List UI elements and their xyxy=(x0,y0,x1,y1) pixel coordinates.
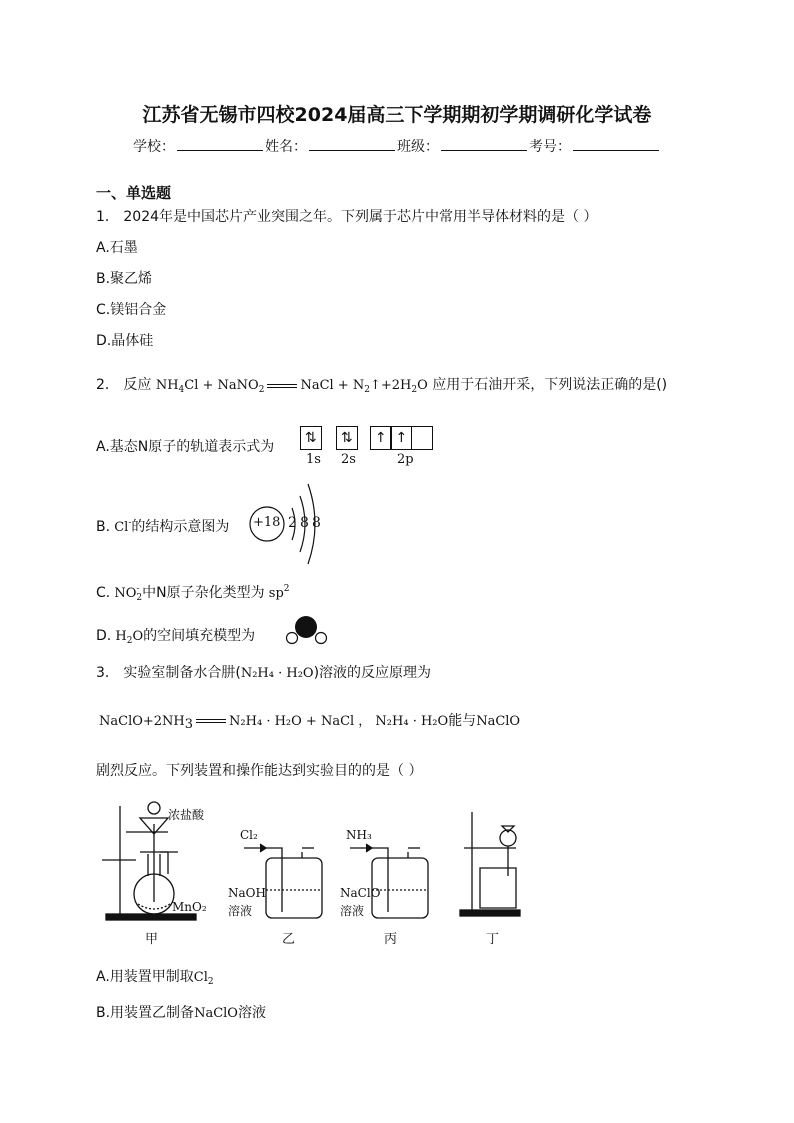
solution-naoh: NaOH xyxy=(228,886,266,900)
orbital-box-2p: ↑ xyxy=(370,426,392,450)
q3-option-a[interactable] xyxy=(96,966,214,987)
option-text: 的空间填充模型为 xyxy=(143,628,256,644)
eq-sub: 2 xyxy=(258,385,265,395)
shell-1-electrons: 2 xyxy=(288,515,297,531)
subscript: 2 xyxy=(207,977,214,987)
orbital-box-1s: ⇅ xyxy=(300,426,322,450)
ion-charge: - xyxy=(128,518,132,528)
orbital-box-2p xyxy=(411,426,433,450)
reagent-mno2: MnO₂ xyxy=(172,900,207,914)
orbital-label-2s: 2s xyxy=(341,452,356,467)
name-label: 姓名： xyxy=(265,139,307,155)
ion-formula xyxy=(110,520,131,535)
question-number: 2． xyxy=(96,377,119,393)
hybrid-sup: 2 xyxy=(283,584,290,594)
q1-option-b[interactable]: B.聚乙烯 xyxy=(96,271,153,287)
question-suffix: 应用于石油开采，下列说法正确的是() xyxy=(432,377,668,393)
school-blank[interactable] xyxy=(177,138,263,151)
subscript: 2 xyxy=(126,636,133,646)
reagent-conc-hcl: 浓盐酸 xyxy=(168,808,205,822)
apparatus-yi-label: 乙 xyxy=(282,932,296,947)
formula-part: Cl xyxy=(193,970,208,985)
q1-option-d[interactable]: D.晶体硅 xyxy=(96,333,154,349)
student-info-line xyxy=(0,136,794,156)
question-number: 1． xyxy=(96,209,119,225)
q2-option-c[interactable] xyxy=(96,582,290,603)
eq-sub: 4 xyxy=(178,385,185,395)
charge: - xyxy=(136,583,140,594)
name-blank[interactable] xyxy=(309,138,395,151)
shell-2-electrons: 8 xyxy=(300,515,309,531)
ion-symbol: Cl xyxy=(114,520,129,535)
orbital-box-2s: ⇅ xyxy=(336,426,358,450)
option-letter: C. xyxy=(96,585,111,601)
equals-sign xyxy=(196,719,226,723)
equals-sign xyxy=(267,384,297,388)
question-1 xyxy=(96,206,597,226)
gas-nh3: NH₃ xyxy=(346,828,372,842)
q3-stem-c: 剧烈反应。下列装置和操作能达到实验目的的是（ ） xyxy=(96,763,423,779)
eq-part: NaClO+2NH xyxy=(99,714,185,729)
class-label: 班级： xyxy=(397,139,439,155)
hybrid-symbol: sp xyxy=(268,586,284,601)
question-prefix: 反应 xyxy=(123,377,152,393)
eq-tail: 能与 xyxy=(448,713,477,729)
option-text: 的结构示意图为 xyxy=(131,519,230,535)
exam-no-blank[interactable] xyxy=(573,138,659,151)
eq-part: Cl + NaNO xyxy=(184,378,259,393)
apparatus-bing-label: 丙 xyxy=(384,932,398,947)
option-text: B.用装置乙制备 xyxy=(96,1005,195,1021)
formula: NaClO xyxy=(194,1006,238,1021)
question-number: 3． xyxy=(96,665,119,681)
option-text: 溶液 xyxy=(237,1005,266,1021)
solution-naclo: NaClO xyxy=(340,886,381,900)
option-letter: B. xyxy=(96,519,111,535)
q2-option-d[interactable] xyxy=(96,625,255,646)
school-label: 学校： xyxy=(133,139,175,155)
q1-option-c[interactable]: C.镁铝合金 xyxy=(96,302,167,318)
eq-sub: 2 xyxy=(364,385,370,395)
q2-option-b[interactable] xyxy=(96,516,229,536)
apparatus-ding-label: 丁 xyxy=(486,932,500,947)
subscript: 2 xyxy=(136,592,143,603)
class-blank[interactable] xyxy=(441,138,527,151)
apparatus-jia-label: 甲 xyxy=(145,932,159,947)
formula xyxy=(194,970,214,985)
eq-sub: 3 xyxy=(184,717,194,732)
orbital-label-2p: 2p xyxy=(397,452,414,467)
water-formula xyxy=(111,629,143,644)
orbital-box-2p: ↑ xyxy=(390,426,412,450)
formula-part: O xyxy=(132,629,144,644)
gas-cl2: Cl₂ xyxy=(240,828,258,842)
hybridization xyxy=(265,586,290,601)
question-stem: 实验室制备水合肼( xyxy=(123,665,241,681)
eq-tail-formula: NaClO xyxy=(476,714,521,729)
section-title: 一、单选题 xyxy=(96,184,172,202)
eq-part: NaCl + N xyxy=(300,378,365,393)
eq-part: +2H xyxy=(380,378,412,393)
question-3 xyxy=(96,662,431,682)
hydrazine-hydrate-formula: N₂H₄ · H₂O xyxy=(240,666,314,681)
water-space-filling-model xyxy=(284,614,330,648)
cl-ion-structure-diagram xyxy=(248,480,338,570)
exam-no-label: 考号： xyxy=(529,139,571,155)
orbital-label-1s: 1s xyxy=(306,452,321,467)
q3-equation xyxy=(99,710,520,732)
nitrite-formula xyxy=(110,583,143,603)
page-title: 江苏省无锡市四校2024届高三下学期期初学期调研化学试卷 xyxy=(142,104,652,126)
q3-option-b[interactable] xyxy=(96,1002,266,1022)
q2-option-a-text[interactable]: A.基态N原子的轨道表示式为 xyxy=(96,439,275,455)
formula-part: H xyxy=(115,629,127,644)
question-stem: )溶液的反应原理为 xyxy=(313,665,432,681)
option-text: 中N原子杂化类型为 xyxy=(142,585,265,601)
eq-sub: 2 xyxy=(411,385,418,395)
option-text: A.用装置甲制取 xyxy=(96,969,194,985)
solution-label: 溶液 xyxy=(340,904,365,918)
formula-part: NO xyxy=(114,586,137,601)
equation xyxy=(156,378,428,393)
question-stem: 2024年是中国芯片产业突围之年。下列属于芯片中常用半导体材料的是（ ） xyxy=(123,209,598,225)
eq-part: O xyxy=(417,378,428,393)
eq-part: N₂H₄ · H₂O + NaCl ， N₂H₄ · H₂O xyxy=(229,714,449,729)
up-arrow-icon: ↑ xyxy=(369,378,381,393)
option-letter: D. xyxy=(96,628,112,644)
q1-option-a[interactable]: A.石墨 xyxy=(96,240,138,256)
shell-3-electrons: 8 xyxy=(312,515,321,531)
solution-label: 溶液 xyxy=(228,904,253,918)
eq-part: NH xyxy=(155,378,179,393)
question-2 xyxy=(96,374,667,395)
nucleus-charge: +18 xyxy=(253,515,281,530)
